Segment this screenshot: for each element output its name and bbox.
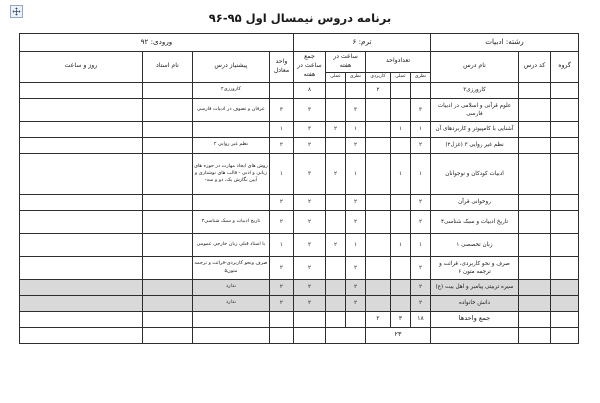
totals-equiv — [269, 311, 293, 327]
cell-hours-theory: ۱ — [345, 233, 365, 256]
cell-course-code — [519, 137, 551, 153]
cell-instructor — [142, 82, 192, 98]
cell-units-theory: ۳ — [410, 98, 430, 121]
cell-equivalent-unit: ۱ — [269, 233, 293, 256]
cell-group — [551, 233, 579, 256]
cell-units-applied — [365, 279, 390, 295]
cell-day-time — [19, 98, 142, 121]
cell-prerequisite: نظم غیر روایی ۲ — [192, 137, 269, 153]
cell-total-hours: ۳ — [293, 121, 325, 137]
cell-units-practical — [390, 194, 410, 210]
cell-units-theory: ۲ — [410, 279, 430, 295]
cell-course-code — [519, 210, 551, 233]
cell-group — [551, 194, 579, 210]
cell-prerequisite: صرف ونحو کاربردی-قرائت و ترجمه متون۵ — [192, 256, 269, 279]
cell-instructor — [142, 137, 192, 153]
table-row[interactable] — [19, 233, 578, 256]
cell-hours-theory: ۲ — [345, 137, 365, 153]
cell-course-code — [519, 279, 551, 295]
cell-hours-theory: ۳ — [345, 98, 365, 121]
cell-day-time — [19, 82, 142, 98]
cell-course-code — [519, 233, 551, 256]
cell-units-theory — [410, 82, 430, 98]
cell-day-time — [19, 137, 142, 153]
table-row[interactable] — [19, 153, 578, 194]
cell-total-hours: ۲ — [293, 256, 325, 279]
grand-total-row — [19, 327, 578, 343]
cell-hours-theory: ۱ — [345, 121, 365, 137]
totals-total-hours — [293, 311, 325, 327]
totals-units-practical: ۳ — [390, 311, 410, 327]
cell-group — [551, 121, 579, 137]
cell-hours-theory: ۲ — [345, 194, 365, 210]
cell-day-time — [19, 295, 142, 311]
totals-day-time — [19, 311, 142, 327]
cell-day-time — [19, 210, 142, 233]
cell-day-time — [19, 256, 142, 279]
cell-units-theory: ۲ — [410, 256, 430, 279]
cell-units-theory: ۲ — [410, 295, 430, 311]
cell-units-applied — [365, 98, 390, 121]
cell-total-hours: ۲ — [293, 295, 325, 311]
totals-units-applied: ۲ — [365, 311, 390, 327]
cell-hours-theory: ۲ — [345, 256, 365, 279]
cell-equivalent-unit: ۱ — [269, 153, 293, 194]
cell-hours-practical — [325, 194, 345, 210]
cell-total-hours: ۲ — [293, 279, 325, 295]
cell-prerequisite: ندارد — [192, 279, 269, 295]
cell-course-code — [519, 121, 551, 137]
cell-group — [551, 98, 579, 121]
cell-equivalent-unit: ۳ — [269, 98, 293, 121]
cell-course-name: ادبیات کودکان و نوجوانان — [430, 153, 518, 194]
cell-hours-theory: ۲ — [345, 279, 365, 295]
cell-total-hours: ۲ — [293, 194, 325, 210]
cell-prerequisite: با استاد قبلی زبان خارجی عمومی — [192, 233, 269, 256]
cell-hours-practical: ۲ — [325, 121, 345, 137]
cell-units-practical — [390, 82, 410, 98]
header-hours-theory: نظری — [345, 72, 365, 82]
cell-units-applied — [365, 295, 390, 311]
cell-instructor — [142, 233, 192, 256]
page-title: برنامه دروس نیمسال اول ۹۵-۹۶ — [208, 11, 392, 25]
table-row[interactable] — [19, 194, 578, 210]
header-course-name: نام درس — [430, 52, 518, 83]
cell-total-hours: ۳ — [293, 233, 325, 256]
cell-units-practical: ۱ — [390, 233, 410, 256]
table-row[interactable] — [19, 98, 578, 121]
cell-group — [551, 82, 579, 98]
cell-hours-practical — [325, 279, 345, 295]
totals-hours-theory — [345, 311, 365, 327]
grand-total-total-hours — [293, 327, 325, 343]
grand-total-code — [519, 327, 551, 343]
cell-group — [551, 153, 579, 194]
header-day-time: روز و ساعت — [19, 52, 142, 83]
totals-row — [19, 311, 578, 327]
cell-units-applied — [365, 194, 390, 210]
cell-units-applied — [365, 137, 390, 153]
header-group: گروه — [551, 52, 579, 83]
header-units-group: تعدادواحد — [365, 52, 430, 73]
cell-course-name: دانش خانواده — [430, 295, 518, 311]
cell-prerequisite: روش های ایجاد مهارت در حوزه های زبانی و ادبی - قالب های نوشتاری و آیین نگارش یک، دو و سه- — [192, 153, 269, 194]
cell-course-name: نظم غیر روایی ۳ (غزل۲) — [430, 137, 518, 153]
grand-total-prereq — [192, 327, 269, 343]
cell-group — [551, 256, 579, 279]
cell-hours-practical — [325, 210, 345, 233]
totals-prereq — [192, 311, 269, 327]
cell-units-applied — [365, 256, 390, 279]
cell-units-practical — [390, 210, 410, 233]
cell-course-code — [519, 194, 551, 210]
cell-course-code — [519, 82, 551, 98]
cell-course-code — [519, 98, 551, 121]
totals-units-theory: ۱۸ — [410, 311, 430, 327]
cell-instructor — [142, 121, 192, 137]
cell-instructor — [142, 210, 192, 233]
table-row[interactable] — [19, 121, 578, 137]
header-units-practical: عملی — [390, 72, 410, 82]
cell-instructor — [142, 98, 192, 121]
cell-units-theory: ۱ — [410, 233, 430, 256]
cell-group — [551, 210, 579, 233]
grand-total-group — [551, 327, 579, 343]
cell-equivalent-unit: ۲ — [269, 194, 293, 210]
cell-course-name: صرف و نحو کاربردی، قرائت و ترجمه متون ۶ — [430, 256, 518, 279]
grand-total-equiv — [269, 327, 293, 343]
cell-group — [551, 279, 579, 295]
cell-hours-practical — [325, 82, 345, 98]
cell-prerequisite: کارورزی۲ — [192, 82, 269, 98]
totals-hours-practical — [325, 311, 345, 327]
header-course-code: کد درس — [519, 52, 551, 83]
cell-total-hours: ۲ — [293, 137, 325, 153]
cell-course-code — [519, 295, 551, 311]
cell-hours-practical — [325, 256, 345, 279]
cell-units-applied — [365, 233, 390, 256]
cell-units-practical: ۱ — [390, 121, 410, 137]
cell-hours-theory — [345, 82, 365, 98]
totals-instructor — [142, 311, 192, 327]
cell-course-name: سیره تربیتی پیامبر و اهل بیت (ع) — [430, 279, 518, 295]
cell-hours-practical — [325, 295, 345, 311]
cell-instructor — [142, 279, 192, 295]
cell-equivalent-unit: ۲ — [269, 279, 293, 295]
cell-group — [551, 137, 579, 153]
cell-course-code — [519, 153, 551, 194]
cell-hours-theory: ۲ — [345, 210, 365, 233]
cell-total-hours: ۲ — [293, 210, 325, 233]
cell-instructor — [142, 194, 192, 210]
table-row[interactable] — [19, 279, 578, 295]
cell-total-hours: ۸ — [293, 82, 325, 98]
cell-units-practical — [390, 98, 410, 121]
totals-code — [519, 311, 551, 327]
cell-prerequisite — [192, 121, 269, 137]
cell-day-time — [19, 153, 142, 194]
totals-body — [19, 311, 578, 343]
table-row[interactable] — [19, 137, 578, 153]
cell-hours-practical: ۲ — [325, 233, 345, 256]
cell-day-time — [19, 279, 142, 295]
cell-instructor — [142, 153, 192, 194]
header-hours-practical: عملی — [325, 72, 345, 82]
cell-units-practical — [390, 256, 410, 279]
grand-total-instructor — [142, 327, 192, 343]
cell-units-applied: ۲ — [365, 82, 390, 98]
cell-course-name: روخوانی قرآن — [430, 194, 518, 210]
cell-units-practical — [390, 295, 410, 311]
cell-units-applied — [365, 210, 390, 233]
header-instructor: نام استاد — [142, 52, 192, 83]
cell-units-theory: ۱ — [410, 153, 430, 194]
cell-course-code — [519, 256, 551, 279]
grand-total-day-time — [19, 327, 142, 343]
cell-units-theory: ۲ — [410, 137, 430, 153]
info-term: ترم: ۶ — [293, 34, 430, 52]
cell-instructor — [142, 295, 192, 311]
course-schedule-table — [19, 33, 579, 344]
grand-total-hours — [325, 327, 365, 343]
cell-units-theory: ۲ — [410, 194, 430, 210]
cell-day-time — [19, 233, 142, 256]
cell-units-theory: ۲ — [410, 210, 430, 233]
header-total-hours: جمع ساعت در هفته — [293, 52, 325, 83]
cell-prerequisite — [192, 194, 269, 210]
cell-prerequisite: تاریخ ادبیات و سبک شناسی۳ — [192, 210, 269, 233]
cell-day-time — [19, 194, 142, 210]
cell-hours-practical: ۲ — [325, 153, 345, 194]
totals-label: جمع واحدها — [430, 311, 518, 327]
table-row[interactable] — [19, 256, 578, 279]
cell-day-time — [19, 121, 142, 137]
header-units-theory: نظری — [410, 72, 430, 82]
grand-total-value: ۲۳ — [365, 327, 430, 343]
table-row[interactable] — [19, 82, 578, 98]
header-units-applied: کاربردی — [365, 72, 390, 82]
cell-course-name: علوم قرآنی و اسلامی در ادبیات فارسی — [430, 98, 518, 121]
cell-equivalent-unit: ۲ — [269, 137, 293, 153]
cell-equivalent-unit: ۱ — [269, 121, 293, 137]
table-row[interactable] — [19, 295, 578, 311]
cell-course-name: تاریخ ادبیات و سبک شناسی۴ — [430, 210, 518, 233]
info-field: رشته: ادبیات — [430, 34, 578, 52]
header-row-top — [19, 52, 578, 73]
grand-total-name — [430, 327, 518, 343]
cell-course-name: کارورزی۳ — [430, 82, 518, 98]
cell-units-practical — [390, 137, 410, 153]
cell-units-theory: ۱ — [410, 121, 430, 137]
cell-prerequisite: ندارد — [192, 295, 269, 311]
cell-course-name: آشنایی با کامپیوتر و کاربردهای آن — [430, 121, 518, 137]
cell-hours-theory: ۱ — [345, 153, 365, 194]
table-row[interactable] — [19, 210, 578, 233]
info-bar-row — [19, 34, 578, 52]
cell-units-practical: ۱ — [390, 153, 410, 194]
header-equivalent-unit: واحد معادل — [269, 52, 293, 83]
cell-units-applied — [365, 153, 390, 194]
header-hours-group: ساعت در هفته — [325, 52, 365, 73]
course-rows-body — [19, 82, 578, 311]
cell-total-hours: ۳ — [293, 98, 325, 121]
cell-equivalent-unit: ۲ — [269, 295, 293, 311]
cell-equivalent-unit: ۲ — [269, 256, 293, 279]
totals-group — [551, 311, 579, 327]
cell-hours-theory: ۲ — [345, 295, 365, 311]
cell-hours-practical — [325, 98, 345, 121]
cell-course-name: زبان تخصصی ۱ — [430, 233, 518, 256]
cell-total-hours: ۳ — [293, 153, 325, 194]
header-prerequisite: پیشنیاز درس — [192, 52, 269, 83]
cell-units-practical — [390, 279, 410, 295]
cell-hours-practical — [325, 137, 345, 153]
cell-equivalent-unit — [269, 82, 293, 98]
cell-prerequisite: عرفان و تصوف در ادبیات فارسی — [192, 98, 269, 121]
cell-group — [551, 295, 579, 311]
course-schedule-table-wrapper — [20, 33, 579, 344]
cell-instructor — [142, 256, 192, 279]
cell-units-applied — [365, 121, 390, 137]
cell-equivalent-unit: ۲ — [269, 210, 293, 233]
info-entry-year: ورودی: ۹۲ — [19, 34, 293, 52]
